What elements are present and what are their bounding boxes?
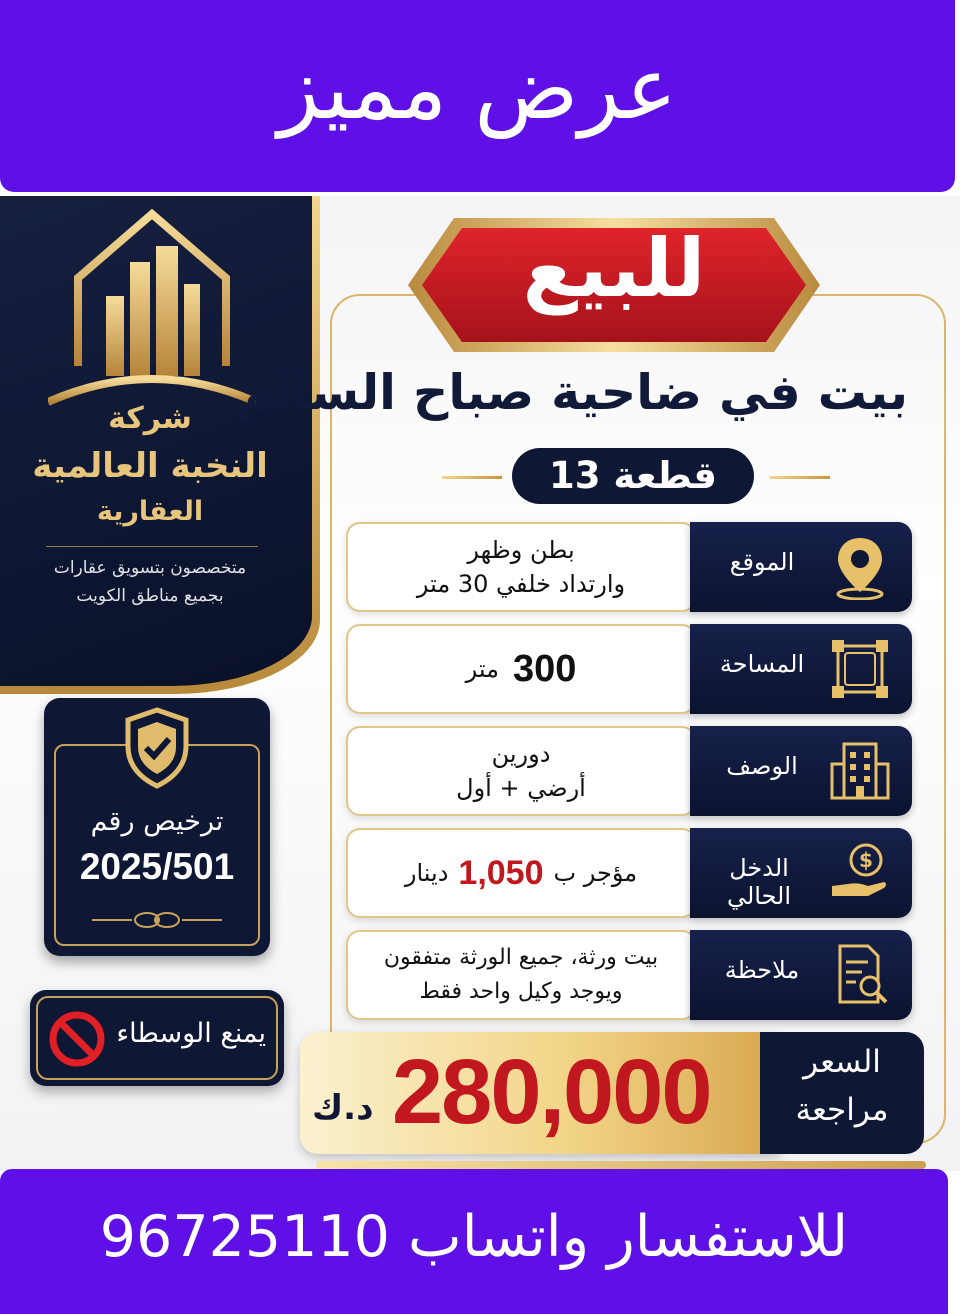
no-brokers-box: [30, 990, 284, 1086]
company-name-line2: النخبة العالمية: [32, 446, 268, 486]
shield-check-icon: [122, 706, 192, 790]
company-tagline1: متخصصون بتسويق عقارات: [53, 558, 247, 578]
row-description: [346, 726, 912, 816]
ornament-icon: [92, 908, 222, 932]
income-label: الدخل الحالي: [726, 854, 792, 910]
top-banner: [0, 0, 955, 192]
price-label: السعر: [803, 1044, 881, 1080]
location-label: الموقع: [729, 548, 795, 576]
building-icon: [828, 738, 892, 804]
plot-deco-left: [442, 476, 502, 479]
company-name-line3: العقارية: [96, 496, 204, 527]
license-box: [44, 698, 270, 956]
money-hand-icon: [828, 840, 892, 906]
offer-title: عرض مميز: [277, 39, 678, 139]
for-sale-text: للبيع: [522, 222, 706, 315]
divider: [46, 546, 258, 547]
note-label: ملاحظة: [724, 956, 800, 984]
prohibited-icon: [48, 1010, 106, 1068]
price-currency: د.ك: [312, 1088, 374, 1128]
license-number: 2025/501: [79, 846, 235, 887]
description-line2: أرضي + أول: [456, 774, 586, 802]
contact-text: للاستفسار واتساب 96725110: [99, 1203, 849, 1270]
income-label-box: [690, 828, 912, 918]
plot-badge: قطعة 13: [512, 448, 754, 504]
price-label-box: [760, 1032, 924, 1154]
note-value: [346, 930, 696, 1020]
price-amount: 280,000: [392, 1041, 711, 1143]
company-panel: [0, 196, 312, 686]
note-line2: ويوجد وكيل واحد فقط: [419, 979, 623, 1004]
svg-text:$: $: [859, 848, 873, 872]
income-unit: دينار: [404, 859, 449, 887]
description-line1: دورين: [491, 740, 551, 768]
listing-title: بيت في ضاحية صباح السالم: [235, 364, 908, 421]
description-label: الوصف: [726, 752, 798, 780]
ad-poster: [0, 196, 960, 1171]
buildings-logo-icon: [48, 206, 256, 406]
income-value: [346, 828, 696, 918]
gold-strip: [316, 1161, 926, 1169]
area-frame-icon: [828, 636, 892, 702]
income-amount: 1,050: [458, 854, 544, 892]
note-label-box: [690, 930, 912, 1020]
area-value: [346, 624, 696, 714]
row-location: [346, 522, 912, 612]
location-value: [346, 522, 696, 612]
area-number: 300: [512, 648, 577, 690]
map-pin-icon: [828, 534, 892, 600]
company-tagline2: بجميع مناطق الكويت: [76, 586, 224, 606]
description-value: [346, 726, 696, 816]
price-box: [300, 1032, 924, 1154]
area-label-box: [690, 624, 912, 714]
price-amount-bg: [300, 1032, 780, 1154]
price-note: مراجعة: [795, 1092, 889, 1128]
income-prefix: مؤجر ب: [553, 859, 638, 887]
row-income: [346, 828, 912, 918]
description-label-box: [690, 726, 912, 816]
row-area: [346, 624, 912, 714]
row-note: [346, 930, 912, 1020]
location-line2: وارتداد خلفي 30 متر: [416, 570, 626, 598]
location-line1: بطن وظهر: [467, 536, 575, 564]
area-unit: متر: [465, 655, 499, 683]
location-label-box: [690, 522, 912, 612]
plot-deco-right: [770, 476, 830, 479]
no-brokers-text: يمنع الوسطاء: [116, 1018, 266, 1049]
area-label: المساحة: [719, 650, 805, 678]
company-name-line1: شركة: [108, 401, 192, 436]
note-line1: بيت ورثة، جميع الورثة متفقون: [383, 945, 659, 970]
contact-banner: [0, 1169, 948, 1314]
license-label: ترخيص رقم: [90, 806, 224, 837]
document-search-icon: [828, 942, 892, 1008]
